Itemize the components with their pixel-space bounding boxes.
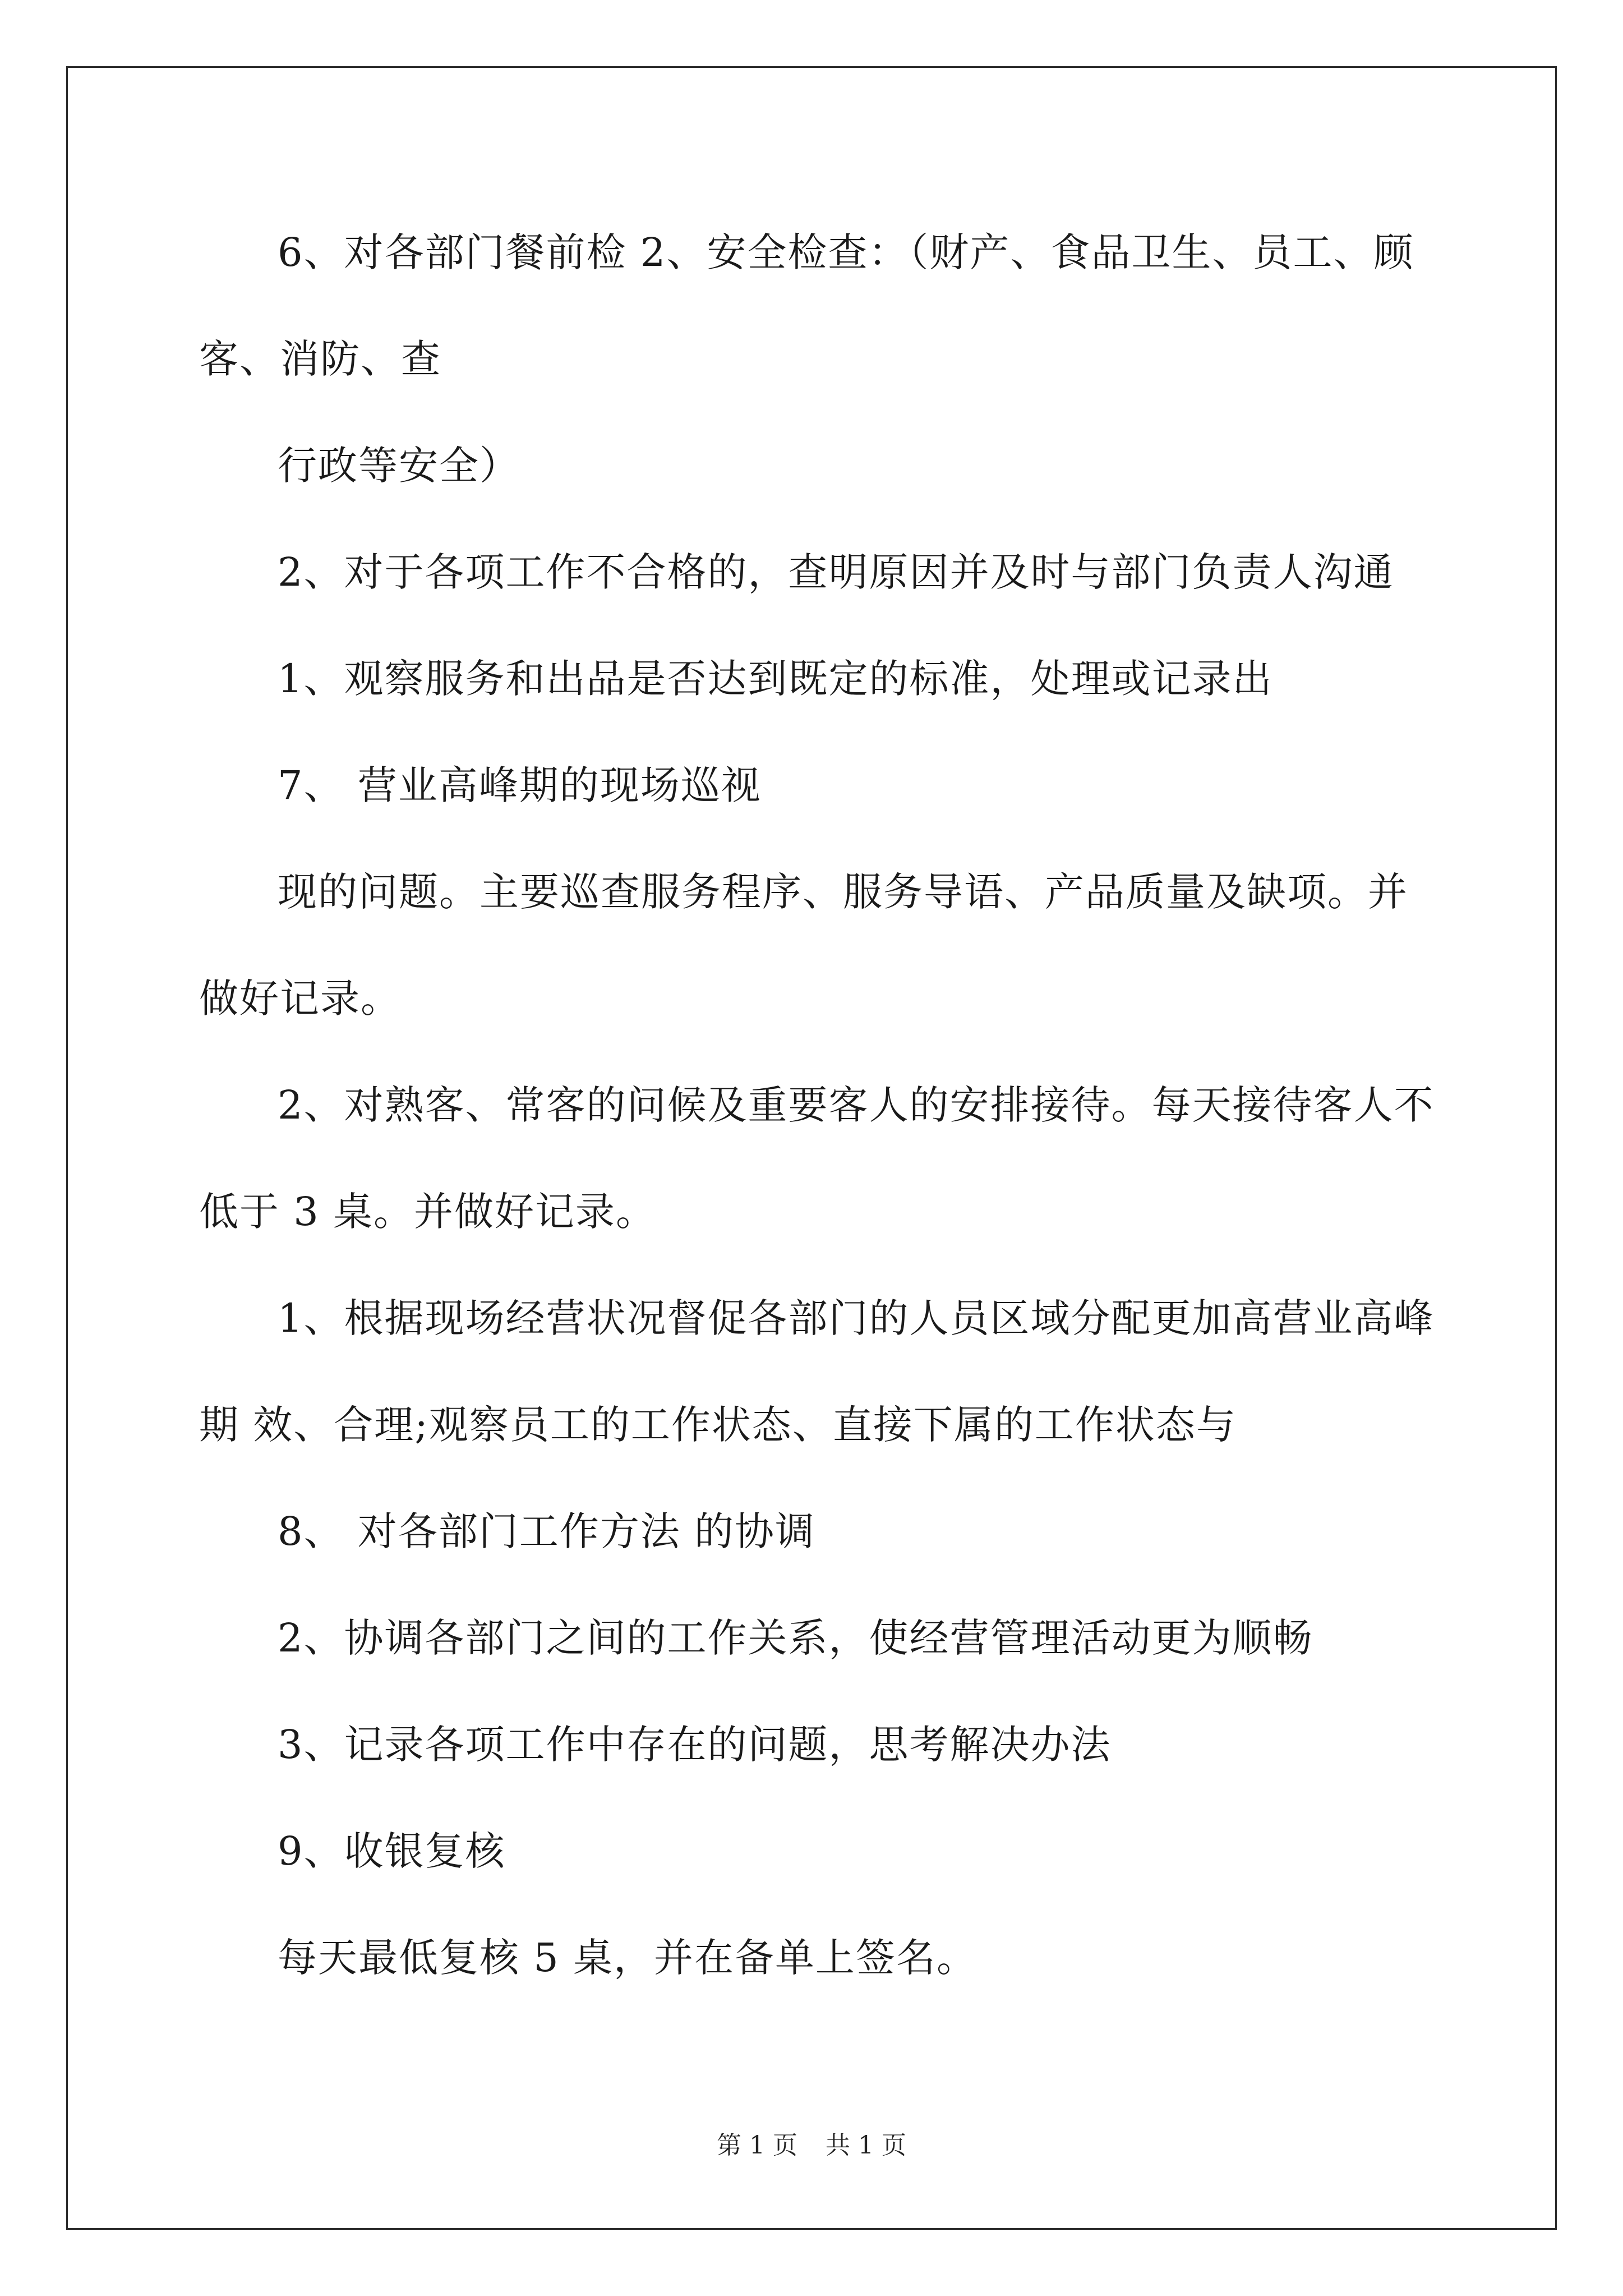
body-line-12: 期 效、合理;观察员工的工作状态、直接下属的工作状态与 [199, 1402, 1237, 1448]
body-line-15: 3、记录各项工作中存在的问题，思考解决办法 [278, 1722, 1112, 1768]
body-line-11: 1、根据现场经营状况督促各部门的人员区域分配更加高营业高峰 [278, 1295, 1435, 1341]
body-line-14: 2、协调各部门之间的工作关系，使经营管理活动更为顺畅 [278, 1615, 1313, 1661]
body-line-3: 行政等安全） [278, 443, 520, 489]
body-line-16: 9、收银复核 [278, 1828, 506, 1874]
body-line-1: 6、对各部门餐前检 2、安全检查：（财产、食品卫生、员工、顾 [278, 229, 1414, 275]
page-number: 第 1 页 [717, 2131, 797, 2160]
body-line-4: 2、对于各项工作不合格的，查明原因并及时与部门负责人沟通 [278, 549, 1394, 595]
body-line-9: 2、对熟客、常客的问候及重要客人的安排接待。每天接待客人不 [278, 1082, 1435, 1128]
page-total: 共 1 页 [826, 2131, 906, 2160]
page-border [66, 66, 1557, 2230]
body-line-5: 1、观察服务和出品是否达到既定的标准，处理或记录出 [278, 656, 1273, 702]
body-line-17: 每天最低复核 5 桌，并在备单上签名。 [278, 1935, 978, 1981]
body-line-6: 7、 营业高峰期的现场巡视 [278, 762, 762, 808]
body-line-7: 现的问题。主要巡查服务程序、服务导语、产品质量及缺项。并 [278, 869, 1408, 915]
body-line-2: 客、消防、查 [199, 336, 441, 382]
body-line-8: 做好记录。 [199, 976, 401, 1022]
page-footer [0, 2129, 1623, 2162]
body-line-10: 低于 3 桌。并做好记录。 [199, 1189, 657, 1235]
body-line-13: 8、 对各部门工作方法 的协调 [278, 1508, 816, 1554]
